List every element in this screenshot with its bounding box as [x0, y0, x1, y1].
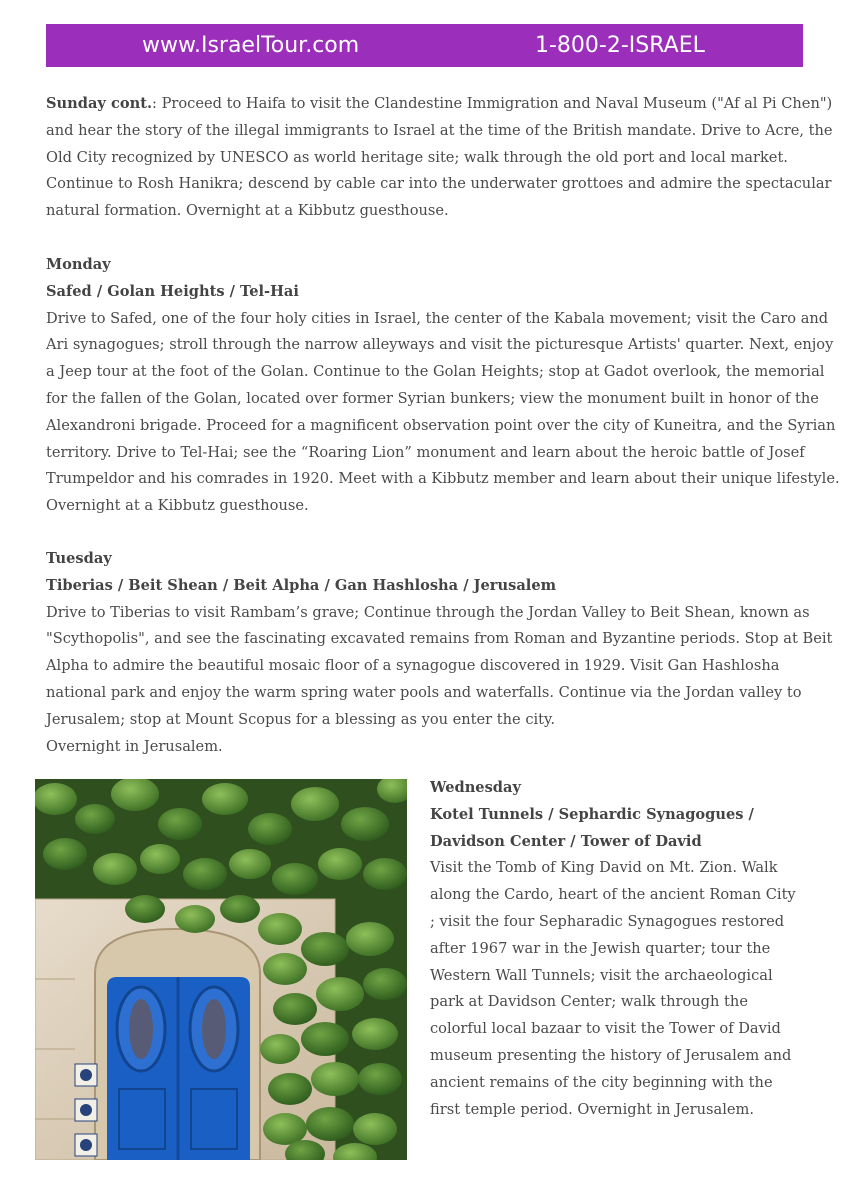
tuesday-line: "Scythopolis", and see the fascinating excavated remains from Roman and Byzantine periods. Stop at Beit [46, 630, 833, 648]
monday-line: Ari synagogues; stroll through the narrow alleyways and visit the picturesque Artists' quarter. Next, enjoy [46, 336, 834, 354]
monday-line: territory. Drive to Tel-Hai; see the “Roaring Lion” monument and learn about the heroic battle of Josef [46, 443, 805, 461]
blue-door-illustration [35, 779, 407, 1160]
tuesday-section [46, 546, 833, 760]
sunday-section [46, 91, 833, 225]
monday-line: Drive to Safed, one of the four holy cities in Israel, the center of the Kabala movement; visit the Caro and [46, 309, 829, 327]
wednesday-line: ancient remains of the city beginning with the [430, 1073, 773, 1091]
header-banner [46, 24, 803, 67]
wednesday-line: park at Davidson Center; walk through the [430, 993, 748, 1011]
sunday-line: Sunday cont.: Proceed to Haifa to visit the Clandestine Immigration and Naval Museum ("Af al Pi Chen") [46, 95, 833, 112]
wednesday-route: Kotel Tunnels / Sephardic Synagogues / [430, 805, 754, 823]
blue-door-photo [35, 779, 407, 1160]
wednesday-line: along the Cardo, heart of the ancient Roman City [430, 886, 796, 904]
monday-line: Alexandroni brigade. Proceed for a magnificent observation point over the city of Kuneitra, and the Syrian [46, 416, 836, 434]
tuesday-line: Jerusalem; stop at Mount Scopus for a blessing as you enter the city. [46, 710, 555, 728]
monday-line: for the fallen of the Golan, located over former Syrian bunkers; view the monument built in honor of the [46, 389, 819, 407]
monday-section [46, 252, 840, 520]
sunday-line: natural formation. Overnight at a Kibbutz guesthouse. [46, 202, 449, 220]
tuesday-line: Drive to Tiberias to visit Rambam’s grave; Continue through the Jordan Valley to Beit Shean, known as [46, 603, 810, 621]
monday-line: Trumpeldor and his comrades in 1920. Meet with a Kibbutz member and learn about their unique lifestyle. [46, 470, 840, 488]
monday-day: Monday [46, 256, 111, 273]
monday-line: Overnight at a Kibbutz guesthouse. [46, 497, 309, 515]
wednesday-line: colorful local bazaar to visit the Tower of David [430, 1020, 781, 1038]
monday-line: a Jeep tour at the foot of the Golan. Continue to the Golan Heights; stop at Gadot overlook, the memorial [46, 363, 825, 381]
wednesday-line: Visit the Tomb of King David on Mt. Zion. Walk [430, 859, 778, 877]
wednesday-section [430, 775, 830, 1123]
wednesday-line: first temple period. Overnight in Jerusalem. [430, 1100, 755, 1118]
wednesday-day: Wednesday [430, 779, 521, 796]
tuesday-line: Overnight in Jerusalem. [46, 737, 223, 755]
sunday-label: Sunday cont. [46, 95, 153, 112]
website-link[interactable]: www.IsraelTour.com [142, 33, 360, 58]
tuesday-day: Tuesday [46, 550, 112, 567]
tuesday-route: Tiberias / Beit Shean / Beit Alpha / Gan Hashlosha / Jerusalem [46, 576, 557, 594]
tuesday-line: national park and enjoy the warm spring water pools and waterfalls. Continue via the Jordan valley to [46, 683, 802, 701]
sunday-line: Old City recognized by UNESCO as world heritage site; walk through the old port and local market. [46, 148, 788, 166]
wednesday-line: after 1967 war in the Jewish quarter; tour the [430, 939, 771, 957]
wednesday-line: Western Wall Tunnels; visit the archaeological [430, 966, 773, 984]
wednesday-route: Davidson Center / Tower of David [430, 832, 702, 850]
sunday-line: Continue to Rosh Hanikra; descend by cable car into the underwater grottoes and admire the spectacular [46, 175, 832, 193]
phone-number: 1-800-2-ISRAEL [535, 33, 705, 58]
tuesday-line: Alpha to admire the beautiful mosaic floor of a synagogue discovered in 1929. Visit Gan Hashlosha [46, 657, 780, 675]
monday-route: Safed / Golan Heights / Tel-Hai [46, 282, 299, 300]
sunday-line: and hear the story of the illegal immigrants to Israel at the time of the British mandate. Drive to Acre, the [46, 121, 833, 139]
wednesday-line: ; visit the four Sepharadic Synagogues restored [430, 912, 785, 930]
wednesday-line: museum presenting the history of Jerusalem and [430, 1046, 792, 1064]
